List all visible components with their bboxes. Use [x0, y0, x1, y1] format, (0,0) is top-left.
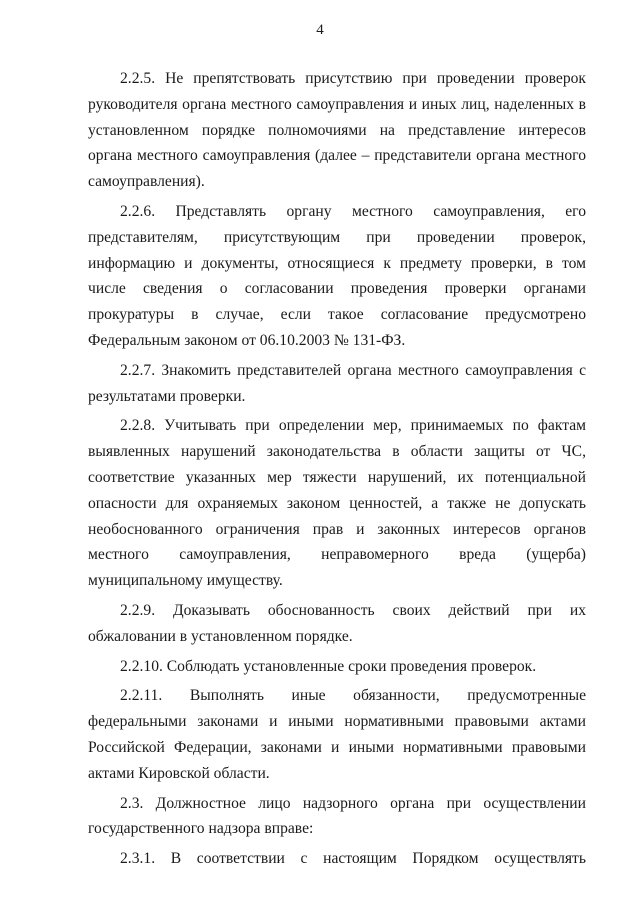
paragraph-2-3-1: 2.3.1. В соответствии с настоящим Порядком осуществлять — [120, 850, 586, 868]
paragraph-2-2-11: 2.2.11. Выполнять иные обязанности, предусмотренные федеральными законами и иными нормативными правовыми актами Российской Федерации, законами и иными нормативными правовыми актами Кировской области. — [88, 687, 586, 782]
paragraph-2-2-5: 2.2.5. Не препятствовать присутствию при проведении проверок руководителя органа местного самоуправления и иных лиц, наделенных в установленном порядке полномочиями на представление интересов органа местного самоуправления (далее – представители органа местного самоуправления). — [88, 70, 586, 191]
paragraph-2-2-7: 2.2.7. Знакомить представителей органа местного самоуправления с результатами проверки. — [88, 361, 586, 405]
paragraph-2-2-8: 2.2.8. Учитывать при определении мер, принимаемых по фактам выявленных нарушений законодательства в области защиты от ЧС, соответствие указанных мер тяжести нарушений, их потенциальной опасности для охраняемых законом ценностей, а также не допускать необоснованного ограничения прав и законных интересов органов местного самоуправления, неправомерного вреда (ущерба) муниципальному имуществу. — [88, 417, 586, 590]
paragraph-2-2-6: 2.2.6. Представлять органу местного самоуправления, его представителям, присутствующим при проведении проверок, информацию и документы, относящиеся к предмету проверки, в том числе сведения о согласовании проведения проверки органами прокуратуры в случае, если такое согласование предусмотрено Федеральным законом от 06.10.2003 № 131-ФЗ. — [88, 202, 586, 349]
page-number: 4 — [316, 22, 324, 38]
paragraph-2-3: 2.3. Должностное лицо надзорного органа при осуществлении государственного надзора вправе: — [88, 794, 586, 838]
paragraph-2-2-10: 2.2.10. Соблюдать установленные сроки проведения проверок. — [120, 657, 537, 675]
paragraph-2-2-9: 2.2.9. Доказывать обоснованность своих действий при их обжаловании в установленном порядке. — [88, 601, 586, 645]
document-body — [88, 66, 586, 876]
